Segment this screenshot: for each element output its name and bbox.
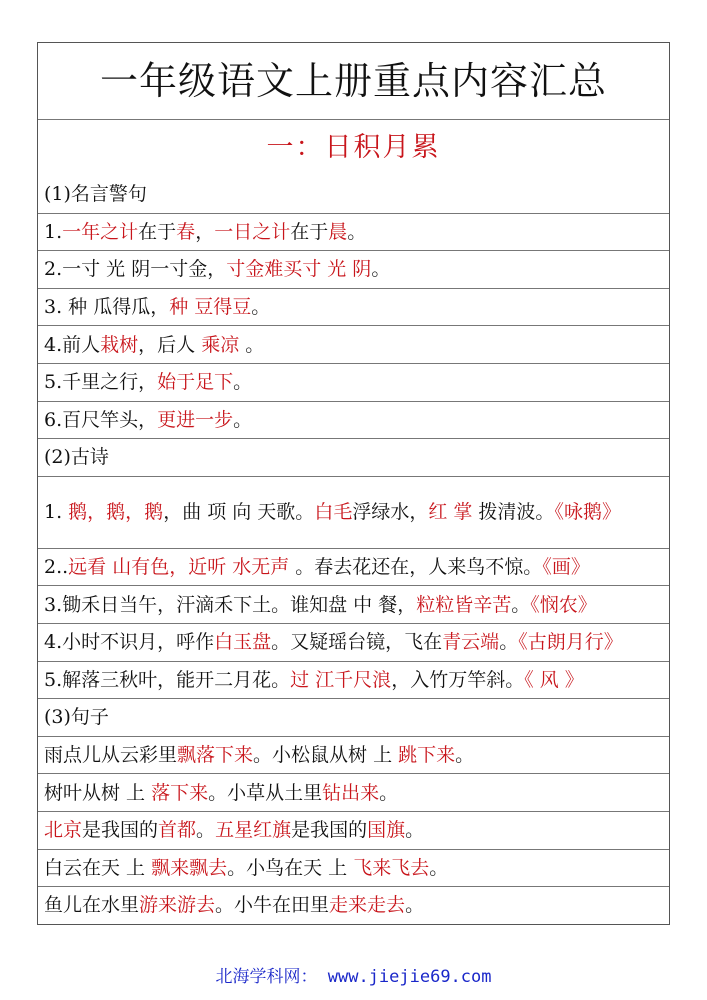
table-row [38,401,669,439]
table-row [38,623,669,661]
highlight-text: 鹅，鹅，鹅 [68,501,164,524]
table-row [38,363,669,401]
row-text [44,856,663,880]
row-text [44,743,663,767]
table-row [38,325,669,363]
highlight-text: 远看 山有色，近听 水无声 [68,556,290,579]
highlight-text: 红 掌 [428,501,473,524]
highlight-text: 《悯农》 [530,593,597,616]
plain-text: 2.一寸 光 阴一寸金， [44,258,227,281]
plain-text: (1)名言警句 [44,182,147,205]
plain-text: 。 [251,296,271,319]
highlight-text: 白玉盘 [214,631,272,654]
plain-text: 。 [233,371,253,394]
content-table [37,42,670,925]
plain-text: 。小鸟在天 上 [227,856,354,879]
plain-text: 5.千里之行， [44,371,158,394]
row-text [44,893,663,917]
highlight-text: 《画》 [542,556,590,579]
table-row [38,476,669,548]
highlight-text: 游来游去 [139,894,216,917]
table-row [38,175,669,213]
plain-text: 。 [455,744,475,767]
plain-text: 。 [405,894,425,917]
plain-text: ，后人 [138,333,202,356]
plain-text: 鱼儿在水里 [44,894,140,917]
table-row [38,849,669,887]
highlight-text: 跳下来 [398,744,456,767]
plain-text: 1. [44,501,69,524]
table-row [38,736,669,774]
row-text [44,668,663,692]
row-text [44,445,663,469]
table-row [38,585,669,623]
highlight-text: 《咏鹅》 [554,501,621,524]
table-row [38,288,669,326]
plain-text: ，曲 项 向 天歌。 [163,501,315,524]
plain-text: 2.. [44,556,69,579]
table-row [38,250,669,288]
plain-text: 。小牛在田里 [215,894,330,917]
table-row [38,213,669,251]
row-text [44,295,663,319]
plain-text: 。 [379,781,399,804]
plain-text: 雨点儿从云彩里 [44,744,178,767]
plain-text: 。 [511,593,531,616]
plain-text: 是我国的 [291,819,368,842]
table-row [38,548,669,586]
plain-text: ，入竹万竿斜。 [391,668,525,691]
row-text [44,630,663,654]
highlight-text: 一年之计 [62,220,139,243]
highlight-text: 《古朗月行》 [518,631,623,654]
plain-text: 。 [429,856,449,879]
highlight-text: 栽树 [100,333,139,356]
plain-text: ， [195,220,215,243]
plain-text: 。 [233,408,253,431]
highlight-text: 五星红旗 [215,819,292,842]
row-text [44,182,663,206]
plain-text: 5.解落三秋叶，能开二月花。 [44,668,291,691]
highlight-text: 始于足下 [157,371,234,394]
rows-container [38,175,669,924]
highlight-text: 青云端 [442,631,500,654]
plain-text: 。 [347,220,367,243]
table-row [38,773,669,811]
plain-text: 3. 种 瓜得瓜， [44,296,170,319]
row-text [44,333,663,357]
plain-text: 树叶从树 上 [44,781,152,804]
row-text [44,593,663,617]
plain-text: 在于 [138,220,177,243]
highlight-text: 《 风 》 [524,668,584,691]
plain-text: 是我国的 [82,819,159,842]
footer-watermark: 北海学科网： www.jiejie69.com [215,967,492,987]
plain-text: 。 [405,819,425,842]
row-text [44,818,663,842]
row-text [44,705,663,729]
row-text [44,220,663,244]
highlight-text: 寸金难买寸 光 阴 [226,258,372,281]
highlight-text: 更进一步 [157,408,234,431]
plain-text: 。又疑瑶台镜，飞在 [271,631,443,654]
table-row [38,698,669,736]
section-heading: 一：日积月累 [38,119,669,175]
highlight-text: 晨 [328,220,348,243]
plain-text: 白云在天 上 [44,856,152,879]
table-row [38,438,669,476]
plain-text: 3.锄禾日当午，汗滴禾下土。谁知盘 中 餐， [44,593,417,616]
plain-text: 4.小时不识月，呼作 [44,631,215,654]
highlight-text: 飘落下来 [177,744,254,767]
highlight-text: 一日之计 [214,220,291,243]
highlight-text: 白毛 [314,501,353,524]
highlight-text: 首都 [158,819,197,842]
plain-text: 。 [371,258,391,281]
highlight-text: 北京 [44,819,83,842]
plain-text: 。 [239,333,265,356]
highlight-text: 飞来飞去 [353,856,430,879]
plain-text: 。小草从土里 [208,781,323,804]
plain-text: 拨清波。 [472,501,555,524]
highlight-text: 落下来 [151,781,209,804]
plain-text: (2)古诗 [44,446,109,469]
table-row [38,811,669,849]
plain-text: 6.百尺竿头， [44,408,158,431]
highlight-text: 过 江千尺浪 [290,668,392,691]
row-text [44,408,663,432]
highlight-text: 飘来飘去 [151,856,228,879]
plain-text: 。小松鼠从树 上 [253,744,399,767]
plain-text: (3)句子 [44,706,109,729]
row-text [44,370,663,394]
highlight-text: 粒粒皆辛苦 [416,593,512,616]
plain-text: 浮绿水， [352,501,429,524]
page-title: 一年级语文上册重点内容汇总 [99,59,607,103]
row-text [44,555,663,579]
highlight-text: 乘凉 [201,333,240,356]
plain-text: 。春去花还在，人来鸟不惊。 [289,556,543,579]
plain-text: 1. [44,220,63,243]
highlight-text: 钻出来 [322,781,380,804]
table-row [38,661,669,699]
highlight-text: 国旗 [367,819,406,842]
highlight-text: 种 豆得豆 [169,296,252,319]
row-text [44,781,663,805]
highlight-text: 走来走去 [329,894,406,917]
row-text [44,497,663,527]
table-row [38,886,669,924]
plain-text: 4.前人 [44,333,101,356]
highlight-text: 春 [176,220,196,243]
plain-text: 在于 [290,220,329,243]
plain-text: 。 [499,631,519,654]
row-text [44,257,663,281]
plain-text: 。 [196,819,216,842]
